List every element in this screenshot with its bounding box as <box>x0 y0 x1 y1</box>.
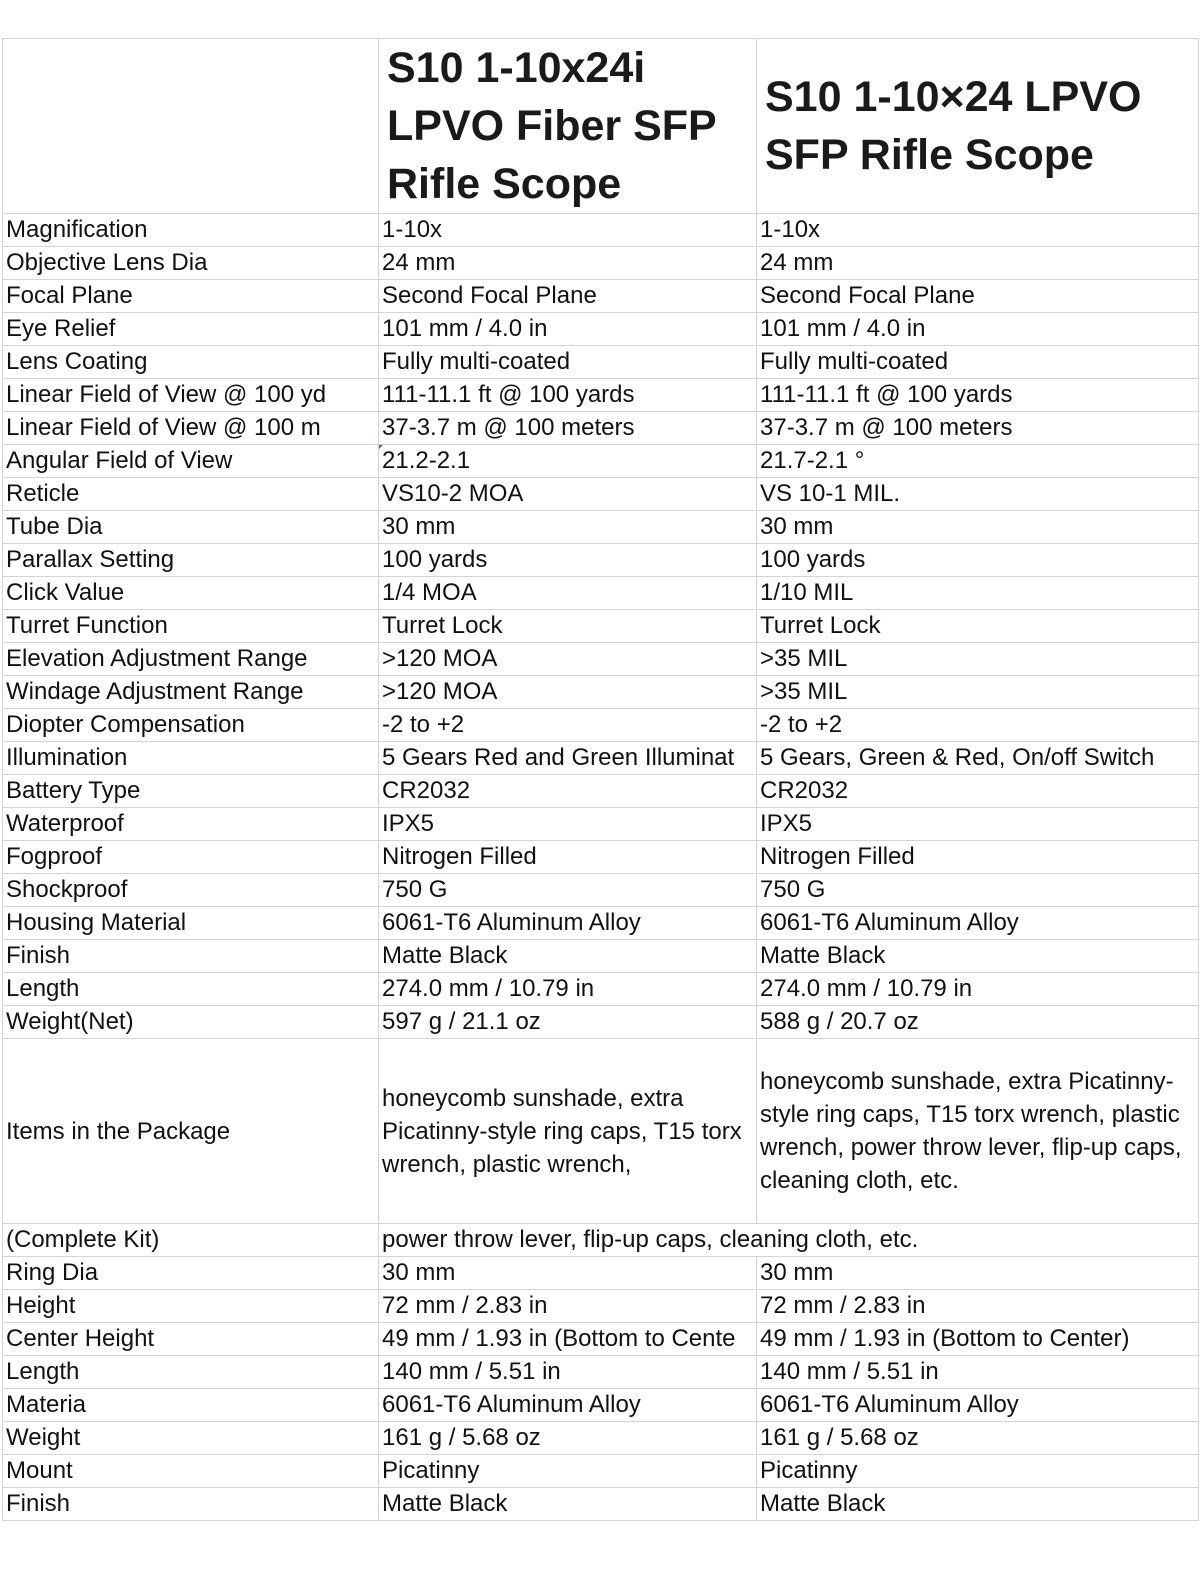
row-label: Center Height <box>3 1323 379 1356</box>
row-value-lpvo-scope: -2 to +2 <box>757 709 1199 742</box>
row-value-fiber-scope: 5 Gears Red and Green Illuminat <box>379 742 757 775</box>
row-label: Elevation Adjustment Range <box>3 643 379 676</box>
row-label: Linear Field of View @ 100 m <box>3 412 379 445</box>
table-row <box>3 1039 1199 1224</box>
row-label: Parallax Setting <box>3 544 379 577</box>
row-value-fiber-scope: IPX5 <box>379 808 757 841</box>
row-value-fiber-scope: -2 to +2 <box>379 709 757 742</box>
row-value-lpvo-scope: Turret Lock <box>757 610 1199 643</box>
row-value-lpvo-scope: CR2032 <box>757 775 1199 808</box>
row-label: Housing Material <box>3 907 379 940</box>
row-label: Objective Lens Dia <box>3 247 379 280</box>
row-value-lpvo-scope: 49 mm / 1.93 in (Bottom to Center) <box>757 1323 1199 1356</box>
row-value-fiber-scope: 274.0 mm / 10.79 in <box>379 973 757 1006</box>
table-row <box>3 940 1199 973</box>
row-value-fiber-scope: 101 mm / 4.0 in <box>379 313 757 346</box>
row-value-lpvo-scope: 750 G <box>757 874 1199 907</box>
row-label: Height <box>3 1290 379 1323</box>
table-row <box>3 1455 1199 1488</box>
row-label: Eye Relief <box>3 313 379 346</box>
row-value-fiber-scope: 1/4 MOA <box>379 577 757 610</box>
row-value-complete-kit: power throw lever, flip-up caps, cleaning cloth, etc. <box>379 1224 1199 1257</box>
row-value-fiber-scope: 6061-T6 Aluminum Alloy <box>379 1389 757 1422</box>
row-value-fiber-scope: Matte Black <box>379 940 757 973</box>
row-value-lpvo-scope: 30 mm <box>757 511 1199 544</box>
row-value-lpvo-scope: 1/10 MIL <box>757 577 1199 610</box>
row-value-lpvo-scope: 24 mm <box>757 247 1199 280</box>
row-label: Windage Adjustment Range <box>3 676 379 709</box>
row-value-lpvo-scope: 111-11.1 ft @ 100 yards <box>757 379 1199 412</box>
table-row <box>3 841 1199 874</box>
row-value-fiber-scope: 30 mm <box>379 511 757 544</box>
table-row <box>3 1257 1199 1290</box>
table-row <box>3 247 1199 280</box>
table-row <box>3 1006 1199 1039</box>
row-value-lpvo-scope: 72 mm / 2.83 in <box>757 1290 1199 1323</box>
row-label: Items in the Package <box>3 1039 379 1224</box>
header-cell-label <box>3 39 379 214</box>
table-row <box>3 874 1199 907</box>
table-row <box>3 313 1199 346</box>
row-value-fiber-scope: Matte Black <box>379 1488 757 1521</box>
table-row <box>3 742 1199 775</box>
row-label: Linear Field of View @ 100 yd <box>3 379 379 412</box>
row-value-lpvo-scope: 5 Gears, Green & Red, On/off Switch <box>757 742 1199 775</box>
row-label: Battery Type <box>3 775 379 808</box>
row-label: Focal Plane <box>3 280 379 313</box>
header-cell-lpvo-scope <box>757 39 1199 214</box>
row-value-lpvo-scope: 140 mm / 5.51 in <box>757 1356 1199 1389</box>
fiber-scope-title: S10 1-10x24i LPVO Fiber SFP Rifle Scope <box>387 44 716 208</box>
row-value-fiber-scope: 21.2-2.1 <box>379 445 757 478</box>
row-value-fiber-scope: Turret Lock <box>379 610 757 643</box>
row-value-lpvo-scope: 6061-T6 Aluminum Alloy <box>757 1389 1199 1422</box>
table-row <box>3 1488 1199 1521</box>
table-row <box>3 445 1199 478</box>
row-value-lpvo-scope: >35 MIL <box>757 643 1199 676</box>
table-row <box>3 907 1199 940</box>
table-row <box>3 709 1199 742</box>
row-label: Fogproof <box>3 841 379 874</box>
table-row <box>3 544 1199 577</box>
row-label: Waterproof <box>3 808 379 841</box>
lpvo-scope-title: S10 1-10×24 LPVO SFP Rifle Scope <box>765 73 1142 179</box>
row-value-fiber-scope: 161 g / 5.68 oz <box>379 1422 757 1455</box>
row-value-lpvo-scope: 37-3.7 m @ 100 meters <box>757 412 1199 445</box>
row-value-fiber-scope: >120 MOA <box>379 676 757 709</box>
row-value-lpvo-scope: 161 g / 5.68 oz <box>757 1422 1199 1455</box>
row-label: Finish <box>3 1488 379 1521</box>
table-row <box>3 478 1199 511</box>
table-row <box>3 1224 1199 1257</box>
row-label: Lens Coating <box>3 346 379 379</box>
row-value-fiber-scope: 597 g / 21.1 oz <box>379 1006 757 1039</box>
spec-table-body <box>3 39 1199 1521</box>
table-row <box>3 1323 1199 1356</box>
row-value-lpvo-scope: 100 yards <box>757 544 1199 577</box>
row-value-fiber-scope: CR2032 <box>379 775 757 808</box>
row-value-fiber-scope: Fully multi-coated <box>379 346 757 379</box>
row-value-fiber-scope: 140 mm / 5.51 in <box>379 1356 757 1389</box>
row-value-fiber-scope: Picatinny <box>379 1455 757 1488</box>
row-label: (Complete Kit) <box>3 1224 379 1257</box>
row-label: Tube Dia <box>3 511 379 544</box>
row-label: Click Value <box>3 577 379 610</box>
row-value-lpvo-scope: Second Focal Plane <box>757 280 1199 313</box>
header-cell-fiber-scope <box>379 39 757 214</box>
table-row <box>3 676 1199 709</box>
table-row <box>3 1356 1199 1389</box>
row-value-fiber-scope: Second Focal Plane <box>379 280 757 313</box>
table-row <box>3 379 1199 412</box>
table-row <box>3 1422 1199 1455</box>
row-label: Turret Function <box>3 610 379 643</box>
table-row <box>3 775 1199 808</box>
row-label: Angular Field of View <box>3 445 379 478</box>
row-value-fiber-scope: 750 G <box>379 874 757 907</box>
row-value-fiber-scope: 49 mm / 1.93 in (Bottom to Cente <box>379 1323 757 1356</box>
row-label: Finish <box>3 940 379 973</box>
row-value-lpvo-scope: 30 mm <box>757 1257 1199 1290</box>
row-label: Magnification <box>3 214 379 247</box>
row-value-fiber-scope: VS10-2 MOA <box>379 478 757 511</box>
row-value-lpvo-scope: 274.0 mm / 10.79 in <box>757 973 1199 1006</box>
table-row <box>3 610 1199 643</box>
row-value-fiber-scope: Nitrogen Filled <box>379 841 757 874</box>
row-value-lpvo-scope: 101 mm / 4.0 in <box>757 313 1199 346</box>
row-label: Weight(Net) <box>3 1006 379 1039</box>
table-row <box>3 973 1199 1006</box>
row-value-fiber-scope: >120 MOA <box>379 643 757 676</box>
row-label: Illumination <box>3 742 379 775</box>
table-row <box>3 643 1199 676</box>
row-value-lpvo-scope: Matte Black <box>757 1488 1199 1521</box>
row-value-fiber-scope: 100 yards <box>379 544 757 577</box>
row-value-lpvo-scope: 588 g / 20.7 oz <box>757 1006 1199 1039</box>
table-row <box>3 346 1199 379</box>
row-value-fiber-scope: 72 mm / 2.83 in <box>379 1290 757 1323</box>
row-label: Length <box>3 1356 379 1389</box>
row-label: Mount <box>3 1455 379 1488</box>
row-label: Materia <box>3 1389 379 1422</box>
spec-sheet <box>2 38 1198 1521</box>
row-value-lpvo-scope: Picatinny <box>757 1455 1199 1488</box>
row-label: Ring Dia <box>3 1257 379 1290</box>
table-row <box>3 511 1199 544</box>
row-value-fiber-scope: 30 mm <box>379 1257 757 1290</box>
spec-table <box>2 38 1199 1521</box>
row-label: Shockproof <box>3 874 379 907</box>
table-row <box>3 808 1199 841</box>
row-value-lpvo-scope: Fully multi-coated <box>757 346 1199 379</box>
row-value-fiber-scope: 24 mm <box>379 247 757 280</box>
row-label: Reticle <box>3 478 379 511</box>
row-value-fiber-scope: 111-11.1 ft @ 100 yards <box>379 379 757 412</box>
row-value-lpvo-scope: 6061-T6 Aluminum Alloy <box>757 907 1199 940</box>
row-label: Length <box>3 973 379 1006</box>
row-label: Weight <box>3 1422 379 1455</box>
row-value-fiber-scope: 6061-T6 Aluminum Alloy <box>379 907 757 940</box>
row-value-fiber-scope: 1-10x <box>379 214 757 247</box>
row-value-lpvo-scope: VS 10-1 MIL. <box>757 478 1199 511</box>
row-label: Diopter Compensation <box>3 709 379 742</box>
table-row <box>3 280 1199 313</box>
header-row <box>3 39 1199 214</box>
row-value-lpvo-scope: IPX5 <box>757 808 1199 841</box>
row-value-lpvo-scope: honeycomb sunshade, extra Picatinny-style ring caps, T15 torx wrench, plastic wrench, power throw lever, flip-up caps, cleaning cloth, etc. <box>757 1039 1199 1224</box>
row-value-lpvo-scope: 1-10x <box>757 214 1199 247</box>
table-row <box>3 577 1199 610</box>
table-row <box>3 1290 1199 1323</box>
row-value-lpvo-scope: >35 MIL <box>757 676 1199 709</box>
table-row <box>3 412 1199 445</box>
row-value-fiber-scope: 37-3.7 m @ 100 meters <box>379 412 757 445</box>
row-value-lpvo-scope: Nitrogen Filled <box>757 841 1199 874</box>
row-value-fiber-scope: honeycomb sunshade, extra Picatinny-style ring caps, T15 torx wrench, plastic wrench, <box>379 1039 757 1224</box>
row-value-lpvo-scope: 21.7-2.1 ° <box>757 445 1199 478</box>
table-row <box>3 214 1199 247</box>
table-row <box>3 1389 1199 1422</box>
row-value-lpvo-scope: Matte Black <box>757 940 1199 973</box>
